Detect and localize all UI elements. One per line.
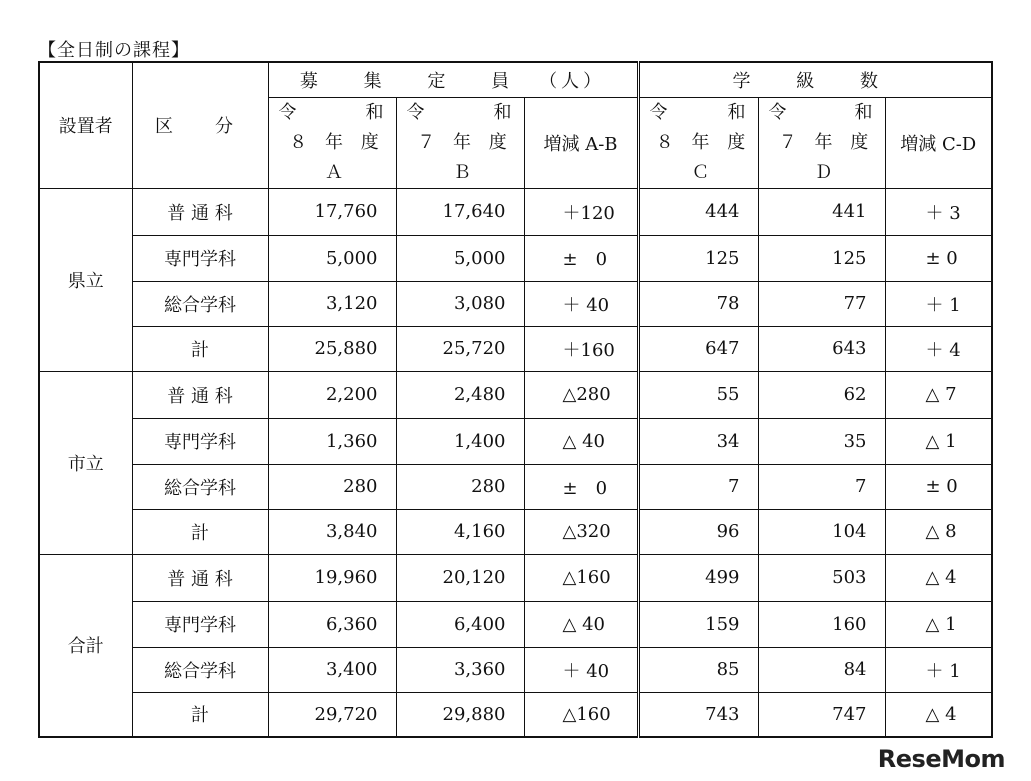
- capacity-b-cell: 4,160: [396, 509, 524, 554]
- division-cell: 普 通 科: [132, 554, 268, 601]
- table-row: [39, 464, 992, 509]
- classes-c-cell: 96: [638, 509, 758, 554]
- capacity-b-cell: 20,120: [396, 554, 524, 601]
- classes-diff-cell: ± 0: [885, 235, 992, 281]
- enrollment-table: [38, 61, 993, 738]
- classes-d-cell: 7: [758, 464, 885, 509]
- capacity-b-cell: 1,400: [396, 418, 524, 464]
- capacity-a-cell: 6,360: [268, 601, 396, 647]
- classes-diff-cell: △ 1: [885, 418, 992, 464]
- resemom-logo: ReseMom: [877, 745, 1005, 773]
- capacity-a-cell: 1,360: [268, 418, 396, 464]
- classes-c-cell: 444: [638, 188, 758, 235]
- setter-cell: 合計: [39, 554, 132, 737]
- header-col-b: [396, 97, 524, 188]
- header-col-d-l2: ７ 年 度 Ｄ: [778, 131, 875, 183]
- table-row: [39, 188, 992, 235]
- classes-c-cell: 159: [638, 601, 758, 647]
- header-col-d: [758, 97, 885, 188]
- capacity-b-cell: 25,720: [396, 326, 524, 371]
- header-col-a-l2: ８ 年 度 Ａ: [289, 131, 385, 183]
- classes-c-cell: 85: [638, 647, 758, 692]
- classes-d-cell: 104: [758, 509, 885, 554]
- table-row: [39, 326, 992, 371]
- classes-diff-cell: ± 0: [885, 464, 992, 509]
- capacity-diff-cell: △160: [524, 692, 638, 737]
- capacity-diff-cell: △320: [524, 509, 638, 554]
- classes-diff-cell: ＋ 1: [885, 281, 992, 326]
- table-row: [39, 235, 992, 281]
- capacity-b-cell: 29,880: [396, 692, 524, 737]
- capacity-b-cell: 6,400: [396, 601, 524, 647]
- classes-diff-cell: △ 1: [885, 601, 992, 647]
- setter-cell: 県立: [39, 188, 132, 371]
- classes-c-cell: 743: [638, 692, 758, 737]
- classes-c-cell: 7: [638, 464, 758, 509]
- table-row: [39, 281, 992, 326]
- capacity-a-cell: 2,200: [268, 371, 396, 418]
- classes-c-cell: 55: [638, 371, 758, 418]
- header-col-cd-diff: 増減 C-D: [885, 97, 992, 188]
- capacity-b-cell: 17,640: [396, 188, 524, 235]
- classes-diff-cell: △ 7: [885, 371, 992, 418]
- division-cell: 普 通 科: [132, 188, 268, 235]
- header-col-b-l1-right: 和: [493, 101, 512, 123]
- capacity-a-cell: 25,880: [268, 326, 396, 371]
- capacity-diff-cell: ＋120: [524, 188, 638, 235]
- capacity-diff-cell: ± 0: [524, 464, 638, 509]
- capacity-b-cell: 5,000: [396, 235, 524, 281]
- capacity-diff-cell: ＋ 40: [524, 647, 638, 692]
- header-col-c: [638, 97, 758, 188]
- division-cell: 専門学科: [132, 601, 268, 647]
- header-capacity-unit: （人）: [539, 70, 606, 92]
- division-cell: 総合学科: [132, 281, 268, 326]
- capacity-diff-cell: △280: [524, 371, 638, 418]
- classes-c-cell: 34: [638, 418, 758, 464]
- capacity-diff-cell: △ 40: [524, 601, 638, 647]
- capacity-diff-cell: ＋160: [524, 326, 638, 371]
- capacity-diff-cell: ＋ 40: [524, 281, 638, 326]
- table-row: [39, 554, 992, 601]
- capacity-b-cell: 3,080: [396, 281, 524, 326]
- header-col-a-l1-right: 和: [365, 101, 384, 123]
- capacity-diff-cell: △ 40: [524, 418, 638, 464]
- table-row: [39, 418, 992, 464]
- division-cell: 専門学科: [132, 235, 268, 281]
- division-cell: 計: [132, 326, 268, 371]
- capacity-b-cell: 280: [396, 464, 524, 509]
- capacity-a-cell: 280: [268, 464, 396, 509]
- table-row: [39, 371, 992, 418]
- capacity-b-cell: 2,480: [396, 371, 524, 418]
- classes-diff-cell: ＋ 3: [885, 188, 992, 235]
- capacity-diff-cell: △160: [524, 554, 638, 601]
- division-cell: 計: [132, 509, 268, 554]
- header-col-d-l1-left: 令: [768, 101, 787, 123]
- header-capacity-group: [268, 62, 638, 97]
- classes-c-cell: 499: [638, 554, 758, 601]
- classes-c-cell: 125: [638, 235, 758, 281]
- header-col-a: [268, 97, 396, 188]
- division-cell: 専門学科: [132, 418, 268, 464]
- classes-d-cell: 441: [758, 188, 885, 235]
- classes-d-cell: 503: [758, 554, 885, 601]
- header-col-b-l2: ７ 年 度 Ｂ: [417, 131, 513, 183]
- table-caption: 【全日制の課程】: [38, 40, 190, 61]
- division-cell: 普 通 科: [132, 371, 268, 418]
- capacity-a-cell: 3,120: [268, 281, 396, 326]
- header-col-ab-diff: 増減 A-B: [524, 97, 638, 188]
- classes-c-cell: 647: [638, 326, 758, 371]
- classes-diff-cell: △ 8: [885, 509, 992, 554]
- header-classes-group: 学 級 数: [638, 62, 992, 97]
- classes-d-cell: 84: [758, 647, 885, 692]
- setter-cell: 市立: [39, 371, 132, 554]
- header-setter: 設置者: [39, 62, 132, 188]
- capacity-a-cell: 19,960: [268, 554, 396, 601]
- capacity-a-cell: 5,000: [268, 235, 396, 281]
- table-body: [39, 188, 992, 737]
- header-col-a-l1-left: 令: [278, 101, 297, 123]
- classes-d-cell: 160: [758, 601, 885, 647]
- capacity-diff-cell: ± 0: [524, 235, 638, 281]
- table-row: [39, 647, 992, 692]
- capacity-a-cell: 3,400: [268, 647, 396, 692]
- table-row: [39, 509, 992, 554]
- classes-d-cell: 125: [758, 235, 885, 281]
- classes-diff-cell: ＋ 4: [885, 326, 992, 371]
- capacity-b-cell: 3,360: [396, 647, 524, 692]
- classes-d-cell: 643: [758, 326, 885, 371]
- header-col-d-l1-right: 和: [854, 101, 873, 123]
- classes-c-cell: 78: [638, 281, 758, 326]
- capacity-a-cell: 17,760: [268, 188, 396, 235]
- header-capacity-label: 募 集 定 員: [299, 70, 530, 92]
- table-row: [39, 601, 992, 647]
- division-cell: 総合学科: [132, 647, 268, 692]
- classes-diff-cell: △ 4: [885, 554, 992, 601]
- classes-d-cell: 35: [758, 418, 885, 464]
- capacity-a-cell: 29,720: [268, 692, 396, 737]
- classes-d-cell: 77: [758, 281, 885, 326]
- division-cell: 計: [132, 692, 268, 737]
- header-col-b-l1-left: 令: [406, 101, 425, 123]
- capacity-a-cell: 3,840: [268, 509, 396, 554]
- header-col-c-l2: ８ 年 度 Ｃ: [655, 131, 752, 183]
- classes-diff-cell: ＋ 1: [885, 647, 992, 692]
- header-division: 区 分: [132, 62, 268, 188]
- classes-d-cell: 747: [758, 692, 885, 737]
- classes-diff-cell: △ 4: [885, 692, 992, 737]
- header-col-c-l1-left: 令: [649, 101, 668, 123]
- division-cell: 総合学科: [132, 464, 268, 509]
- classes-d-cell: 62: [758, 371, 885, 418]
- table-row: [39, 692, 992, 737]
- header-col-c-l1-right: 和: [727, 101, 746, 123]
